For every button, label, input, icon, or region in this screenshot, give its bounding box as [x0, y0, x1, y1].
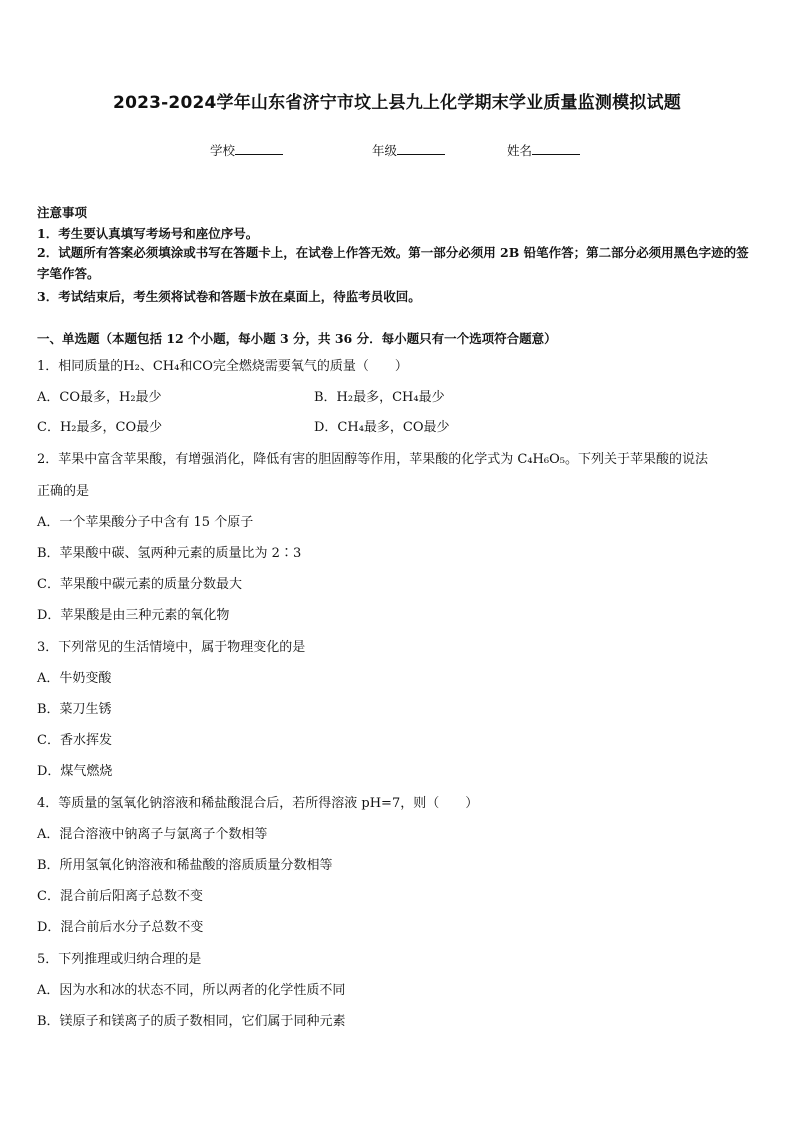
question-stem: 3．下列常见的生活情境中，属于物理变化的是: [37, 640, 306, 655]
option-c: C．苹果酸中碳元素的质量分数最大: [37, 577, 242, 592]
option-b: B．H₂最多，CH₄最少: [314, 390, 445, 405]
option-b: B．所用氢氧化钠溶液和稀盐酸的溶质质量分数相等: [37, 858, 333, 873]
school-blank: [235, 143, 283, 155]
option-c: C．H₂最多，CO最少: [37, 420, 163, 435]
grade-blank: [397, 143, 445, 155]
option-a: A．牛奶变酸: [37, 671, 112, 686]
option-d: D．苹果酸是由三种元素的氧化物: [37, 608, 230, 623]
option-a: A．混合溶液中钠离子与氯离子个数相等: [37, 827, 268, 842]
name-field: [507, 141, 580, 159]
question-stem: 1．相同质量的H₂、CH₄和CO完全燃烧需要氧气的质量（ ）: [37, 359, 408, 374]
question-stem-continued: 正确的是: [37, 484, 90, 499]
option-b: B．镁原子和镁离子的质子数相同，它们属于同种元素: [37, 1014, 346, 1029]
option-d: D．混合前后水分子总数不变: [37, 920, 204, 935]
notice-item: 1．考生要认真填写考场号和座位序号。: [37, 226, 259, 241]
notice-item: 2．试题所有答案必须填涂或书写在答题卡上，在试卷上作答无效。第一部分必须用 2B 铅笔作答；第二部分必须用黑色字迹的签字笔作答。: [37, 245, 749, 281]
option-d: D．CH₄最多，CO最少: [314, 420, 450, 435]
question-stem: 2．苹果中富含苹果酸，有增强消化，降低有害的胆固醇等作用，苹果酸的化学式为 C₄H₆O₅。下列关于苹果酸的说法: [37, 452, 708, 467]
option-d: D．煤气燃烧: [37, 764, 113, 779]
option-a: A．一个苹果酸分子中含有 15 个原子: [37, 515, 254, 530]
notice-item: 3．考试结束后，考生须将试卷和答题卡放在桌面上，待监考员收回。: [37, 289, 421, 304]
option-c: C．混合前后阳离子总数不变: [37, 889, 203, 904]
option-b: B．菜刀生锈: [37, 702, 112, 717]
section-heading: 一、单选题（本题包括 12 个小题，每小题 3 分，共 36 分．每小题只有一个选项符合题意）: [37, 331, 557, 346]
option-b: B．苹果酸中碳、氢两种元素的质量比为 2∶3: [37, 546, 302, 561]
question-stem: 4．等质量的氢氧化钠溶液和稀盐酸混合后，若所得溶液 pH=7，则（ ）: [37, 796, 479, 811]
question-stem: 5．下列推理或归纳合理的是: [37, 952, 202, 967]
name-blank: [532, 143, 580, 155]
option-a: A．CO最多，H₂最少: [37, 390, 162, 405]
grade-label: 年级: [372, 143, 398, 158]
option-c: C．香水挥发: [37, 733, 112, 748]
name-label: 姓名: [507, 143, 533, 158]
school-label: 学校: [210, 143, 236, 158]
page-title: 2023-2024学年山东省济宁市坟上县九上化学期末学业质量监测模拟试题: [113, 93, 681, 113]
grade-field: [372, 141, 445, 159]
school-field: [210, 141, 283, 159]
notice-heading: 注意事项: [37, 205, 88, 220]
option-a: A．因为水和冰的状态不同，所以两者的化学性质不同: [37, 983, 346, 998]
